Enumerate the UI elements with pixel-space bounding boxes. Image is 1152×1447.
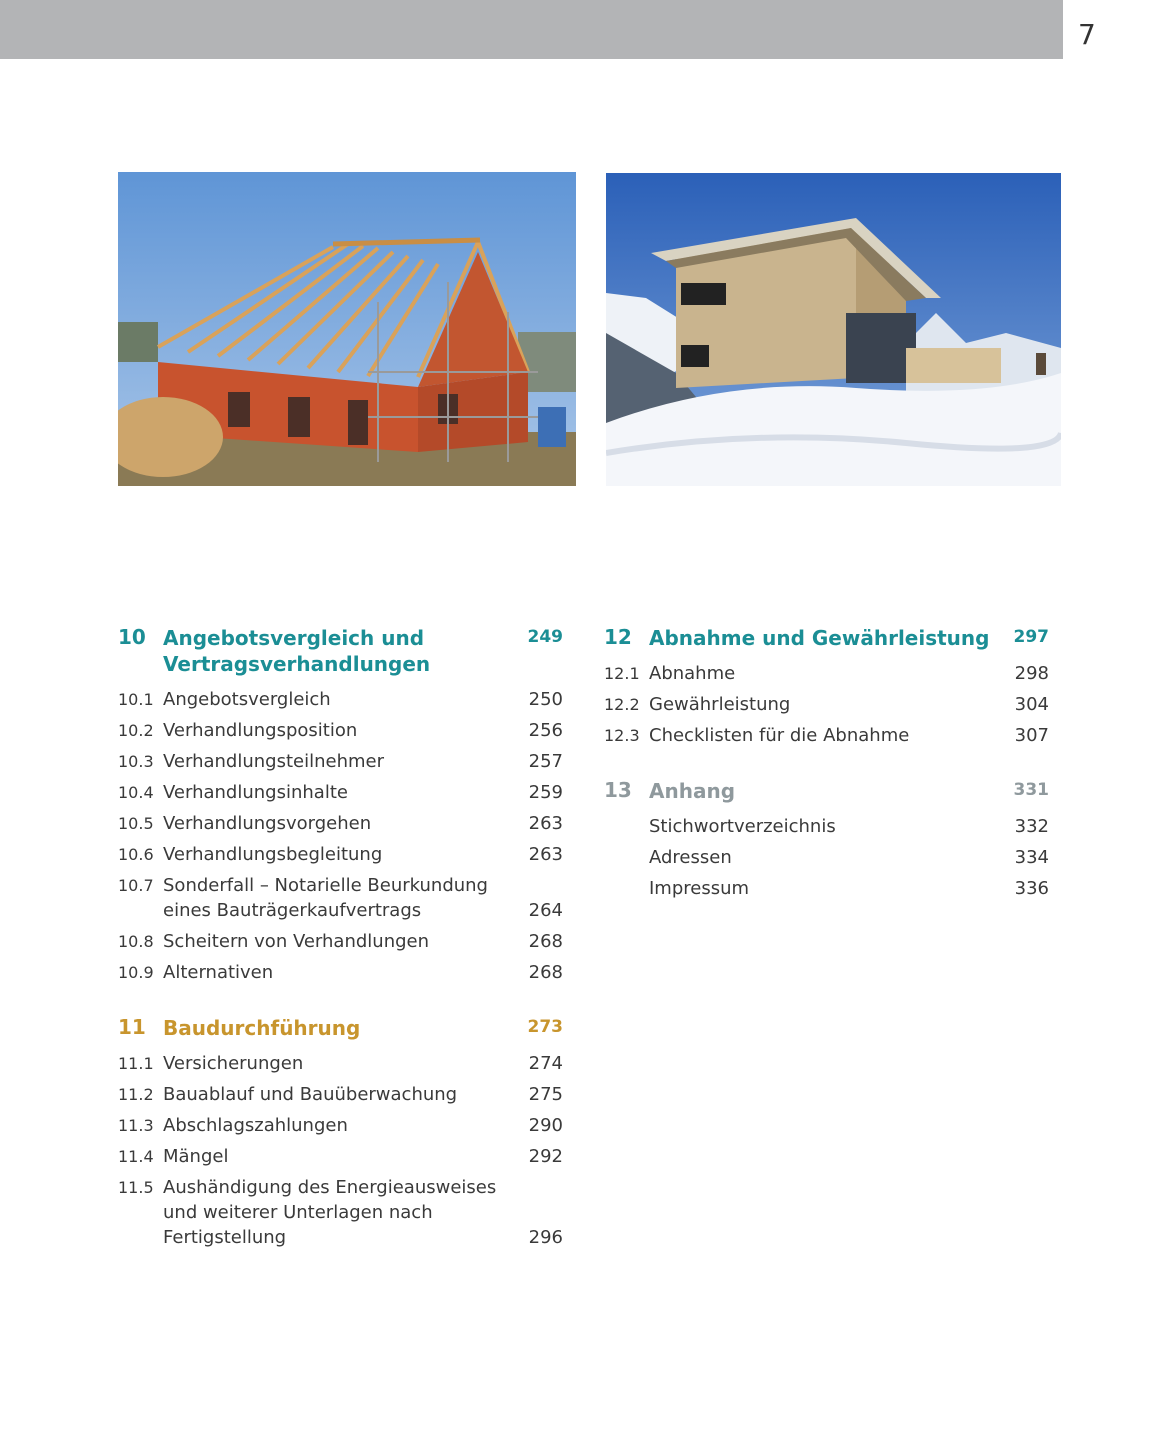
- chapter-title: Baudurchführung: [163, 1016, 361, 1040]
- entry-title: Verhandlungsinhalte: [163, 782, 348, 803]
- chapter-page: 273: [527, 1017, 563, 1037]
- chapter-12: [604, 625, 1049, 748]
- toc-entry[interactable]: [118, 687, 563, 712]
- entry-number: 10.4: [118, 783, 154, 802]
- entry-title: Verhandlungsbegleitung: [163, 844, 383, 865]
- toc-entry[interactable]: [118, 1113, 563, 1138]
- entry-number: 12.2: [604, 695, 640, 714]
- entry-page: 296: [528, 1227, 563, 1248]
- toc-entry[interactable]: [118, 1175, 563, 1250]
- chapter-number: 10: [118, 625, 146, 649]
- toc-entry[interactable]: [604, 661, 1049, 686]
- chapter-heading: [118, 625, 563, 677]
- chapter-heading: [604, 778, 1049, 804]
- entry-title: Gewährleistung: [649, 694, 791, 715]
- entry-number: 11.3: [118, 1116, 154, 1135]
- entry-page: 304: [1014, 694, 1049, 715]
- entry-page: 263: [528, 813, 563, 834]
- toc-column-right: [604, 625, 1049, 931]
- entry-page: 275: [528, 1084, 563, 1105]
- chapter-page: 249: [527, 627, 563, 647]
- toc-entry[interactable]: [118, 1082, 563, 1107]
- entry-number: 10.7: [118, 876, 154, 895]
- entry-title: Sonderfall – Notarielle Beurkundung eines Bauträgerkaufvertrags: [163, 875, 488, 921]
- entry-page: 268: [528, 931, 563, 952]
- entry-page: 256: [528, 720, 563, 741]
- entry-page: 268: [528, 962, 563, 983]
- entry-number: 10.8: [118, 932, 154, 951]
- entry-page: 264: [528, 900, 563, 921]
- entry-title: Checklisten für die Abnahme: [649, 725, 910, 746]
- entry-number: 10.2: [118, 721, 154, 740]
- entry-title: Mängel: [163, 1146, 229, 1167]
- entry-page: 250: [528, 689, 563, 710]
- entry-title: Impressum: [649, 878, 750, 899]
- toc-entry[interactable]: [118, 718, 563, 743]
- toc-entry[interactable]: [604, 845, 1049, 870]
- toc-entry[interactable]: [118, 1051, 563, 1076]
- entry-page: 332: [1014, 816, 1049, 837]
- entry-number: 10.9: [118, 963, 154, 982]
- toc-entry[interactable]: [604, 814, 1049, 839]
- entry-title: Bauablauf und Bauüberwachung: [163, 1084, 458, 1105]
- entry-title: Verhandlungsposition: [163, 720, 358, 741]
- chapter-number: 11: [118, 1015, 146, 1039]
- entry-page: 259: [528, 782, 563, 803]
- entry-number: 10.5: [118, 814, 154, 833]
- entry-page: 263: [528, 844, 563, 865]
- entry-number: 12.1: [604, 664, 640, 683]
- chapter-page: 331: [1013, 780, 1049, 800]
- entry-title: Angebotsvergleich: [163, 689, 331, 710]
- chapter-number: 12: [604, 625, 632, 649]
- entry-page: 274: [528, 1053, 563, 1074]
- chapter-heading: [118, 1015, 563, 1041]
- toc-entry[interactable]: [604, 692, 1049, 717]
- entry-title: Alternativen: [163, 962, 274, 983]
- toc-entry[interactable]: [604, 876, 1049, 901]
- entry-title: Scheitern von Verhandlungen: [163, 931, 430, 952]
- entry-title: Verhandlungsteilnehmer: [163, 751, 385, 772]
- entry-title: Abschlagszahlungen: [163, 1115, 348, 1136]
- photo-wooden-house-snow: [606, 173, 1061, 486]
- chapter-page: 297: [1013, 627, 1049, 647]
- entry-number: [604, 876, 649, 901]
- photo-house-construction: [118, 172, 576, 486]
- entry-title: Abnahme: [649, 663, 736, 684]
- chapter-title: Abnahme und Gewährleistung: [649, 626, 990, 650]
- entry-page: 334: [1014, 847, 1049, 868]
- entry-number: [604, 845, 649, 870]
- entry-title: Adressen: [649, 847, 732, 868]
- toc-entry[interactable]: [118, 749, 563, 774]
- chapter-number: 13: [604, 778, 632, 802]
- chapter-13: [604, 778, 1049, 901]
- toc-entry[interactable]: [118, 780, 563, 805]
- toc-entry[interactable]: [118, 811, 563, 836]
- chapter-title: Anhang: [649, 779, 736, 803]
- entry-number: 10.3: [118, 752, 154, 771]
- toc-entry[interactable]: [118, 1144, 563, 1169]
- entry-number: 11.5: [118, 1178, 154, 1197]
- entry-number: 12.3: [604, 726, 640, 745]
- chapter-heading: [604, 625, 1049, 651]
- entry-number: 10.1: [118, 690, 154, 709]
- entry-page: 336: [1014, 878, 1049, 899]
- entry-page: 292: [528, 1146, 563, 1167]
- chapter-11: [118, 1015, 563, 1250]
- entry-number: 10.6: [118, 845, 154, 864]
- header-bar: [0, 0, 1063, 59]
- entry-number: 11.4: [118, 1147, 154, 1166]
- chapter-10: [118, 625, 563, 985]
- entry-title: Stichwortverzeichnis: [649, 816, 836, 837]
- toc-entry[interactable]: [604, 723, 1049, 748]
- toc-entry[interactable]: [118, 842, 563, 867]
- entry-number: 11.2: [118, 1085, 154, 1104]
- entry-title: Versicherungen: [163, 1053, 304, 1074]
- entry-page: 257: [528, 751, 563, 772]
- chapter-title: Angebotsvergleich und Vertragsverhandlungen: [163, 626, 431, 676]
- entry-page: 307: [1014, 725, 1049, 746]
- toc-entry[interactable]: [118, 873, 563, 923]
- toc-column-left: [118, 625, 563, 1280]
- entry-title: Aushändigung des Energieausweises und weiterer Unterlagen nach Fertigstellung: [163, 1177, 497, 1248]
- entry-page: 298: [1014, 663, 1049, 684]
- page-number: 7: [1078, 18, 1096, 51]
- entry-title: Verhandlungsvorgehen: [163, 813, 372, 834]
- entry-number: [604, 814, 649, 839]
- entry-page: 290: [528, 1115, 563, 1136]
- toc-entry[interactable]: [118, 960, 563, 985]
- toc-entry[interactable]: [118, 929, 563, 954]
- entry-number: 11.1: [118, 1054, 154, 1073]
